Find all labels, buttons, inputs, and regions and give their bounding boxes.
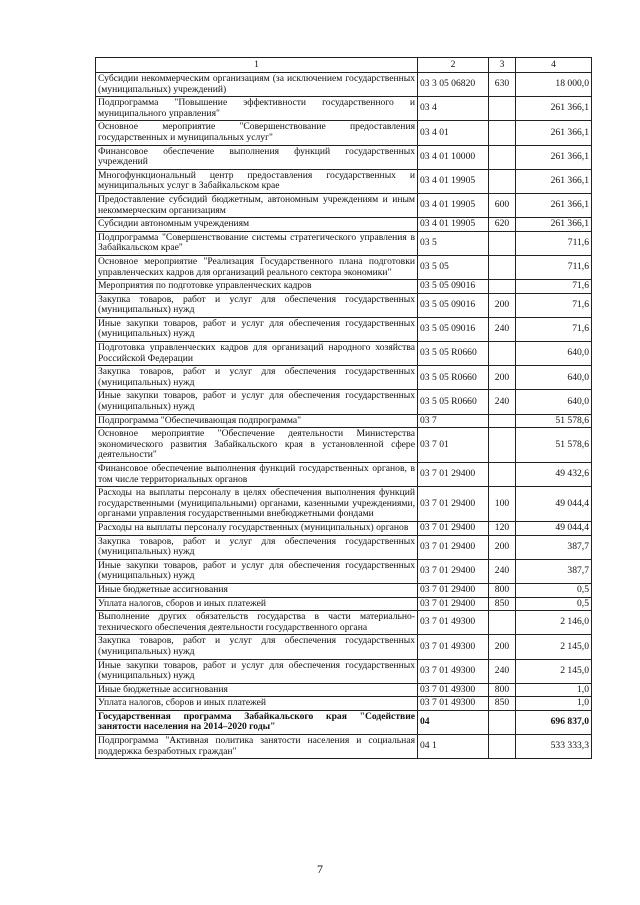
row-code: 03 7 01 29400 [418, 583, 489, 597]
table-row [96, 710, 592, 734]
row-name: Закупка товаров, работ и услуг для обеспечения государственных (муниципальных) нужд [96, 635, 418, 659]
row-expense-kind [489, 255, 516, 279]
row-code: 03 7 01 29400 [418, 487, 489, 522]
row-code: 03 7 01 49300 [418, 697, 489, 711]
row-expense-kind: 850 [489, 597, 516, 611]
row-sum: 711,6 [516, 231, 592, 255]
row-code: 03 7 01 29400 [418, 521, 489, 535]
row-expense-kind [489, 97, 516, 121]
row-code: 03 7 01 49300 [418, 659, 489, 683]
row-expense-kind: 600 [489, 193, 516, 217]
table-row [96, 735, 592, 759]
row-code: 03 5 05 R0660 [418, 342, 489, 366]
row-name: Подпрограмма "Обеспечивающая подпрограмма" [96, 414, 418, 428]
row-sum: 640,0 [516, 366, 592, 390]
row-name: Выполнение других обязательств государства в части материально-технического обеспечения деятельности государственного органа [96, 611, 418, 635]
row-expense-kind: 800 [489, 583, 516, 597]
row-code: 03 5 05 R0660 [418, 390, 489, 414]
row-name: Мероприятия по подготовке управленческих кадров [96, 280, 418, 294]
row-expense-kind [489, 280, 516, 294]
row-name: Основное мероприятие "Реализация Государственного плана подготовки управленческих кадров для организаций реального сектора экономики" [96, 255, 418, 279]
row-name: Уплата налогов, сборов и иных платежей [96, 597, 418, 611]
row-expense-kind: 200 [489, 635, 516, 659]
table-row [96, 428, 592, 463]
row-expense-kind [489, 428, 516, 463]
row-expense-kind [489, 145, 516, 169]
table-row [96, 218, 592, 232]
row-expense-kind [489, 169, 516, 193]
row-code: 03 5 [418, 231, 489, 255]
table-header [96, 58, 592, 73]
row-code: 03 7 01 29400 [418, 597, 489, 611]
row-expense-kind [489, 611, 516, 635]
row-name: Подготовка управленческих кадров для организаций народного хозяйства Российской Федерации [96, 342, 418, 366]
table-row [96, 583, 592, 597]
row-code: 04 1 [418, 735, 489, 759]
row-sum: 261 366,1 [516, 193, 592, 217]
table-row [96, 463, 592, 487]
row-code: 03 7 01 49300 [418, 683, 489, 697]
row-expense-kind: 630 [489, 73, 516, 97]
row-code: 03 4 01 19905 [418, 193, 489, 217]
row-name: Закупка товаров, работ и услуг для обеспечения государственных (муниципальных) нужд [96, 293, 418, 317]
row-sum: 49 044,4 [516, 521, 592, 535]
row-sum: 261 366,1 [516, 97, 592, 121]
row-sum: 71,6 [516, 280, 592, 294]
row-sum: 18 000,0 [516, 73, 592, 97]
row-name: Субсидии автономным учреждениям [96, 218, 418, 232]
row-sum: 696 837,0 [516, 710, 592, 734]
table-row [96, 121, 592, 145]
row-sum: 261 366,1 [516, 218, 592, 232]
row-code: 03 7 01 29400 [418, 559, 489, 583]
row-name: Подпрограмма "Повышение эффективности государственного и муниципального управления" [96, 97, 418, 121]
row-code: 03 4 01 19905 [418, 218, 489, 232]
table-row [96, 366, 592, 390]
row-expense-kind: 200 [489, 293, 516, 317]
table-row [96, 611, 592, 635]
table-row [96, 535, 592, 559]
row-name: Подпрограмма "Активная политика занятости населения и социальная поддержка безработных граждан" [96, 735, 418, 759]
row-sum: 640,0 [516, 390, 592, 414]
table-row [96, 280, 592, 294]
row-code: 03 4 01 [418, 121, 489, 145]
row-sum: 2 145,0 [516, 635, 592, 659]
row-name: Предоставление субсидий бюджетным, автономным учреждениям и иным некоммерческим организациям [96, 193, 418, 217]
row-expense-kind: 800 [489, 683, 516, 697]
row-name: Иные бюджетные ассигнования [96, 683, 418, 697]
row-sum: 640,0 [516, 342, 592, 366]
table-row [96, 683, 592, 697]
row-name: Подпрограмма "Совершенствование системы стратегического управления в Забайкальском крае" [96, 231, 418, 255]
row-expense-kind: 200 [489, 366, 516, 390]
row-name: Закупка товаров, работ и услуг для обеспечения государственных (муниципальных) нужд [96, 366, 418, 390]
page-number: 7 [317, 862, 323, 876]
row-sum: 51 578,6 [516, 428, 592, 463]
header-col-2: 2 [418, 58, 489, 73]
row-code: 03 3 05 06820 [418, 73, 489, 97]
row-expense-kind: 240 [489, 317, 516, 341]
row-code: 03 4 01 19905 [418, 169, 489, 193]
row-sum: 0,5 [516, 583, 592, 597]
table-row [96, 635, 592, 659]
row-sum: 71,6 [516, 317, 592, 341]
row-name: Финансовое обеспечение выполнения функций государственных органов, в том числе территориальных органов [96, 463, 418, 487]
table-body [96, 73, 592, 759]
row-sum: 49 432,6 [516, 463, 592, 487]
row-name: Субсидии некоммерческим организациям (за исключением государственных (муниципальных) учреждений) [96, 73, 418, 97]
table-row [96, 255, 592, 279]
row-code: 03 5 05 R0660 [418, 366, 489, 390]
row-code: 03 5 05 [418, 255, 489, 279]
table-row [96, 597, 592, 611]
header-col-3: 3 [489, 58, 516, 73]
table-row [96, 487, 592, 522]
row-expense-kind: 200 [489, 535, 516, 559]
table-row [96, 521, 592, 535]
row-sum: 1,0 [516, 683, 592, 697]
row-expense-kind [489, 121, 516, 145]
table-row [96, 697, 592, 711]
row-code: 03 7 01 49300 [418, 611, 489, 635]
row-sum: 261 366,1 [516, 121, 592, 145]
row-code: 04 [418, 710, 489, 734]
row-name: Государственная программа Забайкальского края "Содействие занятости населения на 2014–2020 годы" [96, 710, 418, 734]
row-code: 03 7 01 29400 [418, 463, 489, 487]
row-name: Расходы на выплаты персоналу в целях обеспечения выполнения функций государственными (муниципальными) органами, казенными учреждениями, органами управления государственными внебюджетными фондами [96, 487, 418, 522]
table-row [96, 97, 592, 121]
row-expense-kind: 850 [489, 697, 516, 711]
row-sum: 2 146,0 [516, 611, 592, 635]
table-row [96, 390, 592, 414]
row-name: Закупка товаров, работ и услуг для обеспечения государственных (муниципальных) нужд [96, 535, 418, 559]
header-col-4: 4 [516, 58, 592, 73]
table-row [96, 169, 592, 193]
row-expense-kind: 120 [489, 521, 516, 535]
table-row [96, 145, 592, 169]
row-expense-kind [489, 710, 516, 734]
row-expense-kind: 240 [489, 390, 516, 414]
row-name: Расходы на выплаты персоналу государственных (муниципальных) органов [96, 521, 418, 535]
row-expense-kind: 240 [489, 659, 516, 683]
row-name: Уплата налогов, сборов и иных платежей [96, 697, 418, 711]
row-sum: 261 366,1 [516, 169, 592, 193]
header-col-1: 1 [96, 58, 418, 73]
table-row [96, 659, 592, 683]
row-name: Финансовое обеспечение выполнения функций государственных учреждений [96, 145, 418, 169]
row-expense-kind [489, 414, 516, 428]
row-name: Основное мероприятие "Совершенствование предоставления государственных и муниципальных услуг" [96, 121, 418, 145]
table-row [96, 73, 592, 97]
row-code: 03 7 01 49300 [418, 635, 489, 659]
row-expense-kind: 620 [489, 218, 516, 232]
row-code: 03 4 01 10000 [418, 145, 489, 169]
row-name: Основное мероприятие "Обеспечение деятельности Министерства экономического развития Забайкальского края в установленной сфере деятельности" [96, 428, 418, 463]
header-row [96, 58, 592, 73]
row-expense-kind: 100 [489, 487, 516, 522]
row-name: Иные закупки товаров, работ и услуг для обеспечения государственных (муниципальных) нужд [96, 559, 418, 583]
table-row [96, 317, 592, 341]
row-name: Иные бюджетные ассигнования [96, 583, 418, 597]
row-sum: 2 145,0 [516, 659, 592, 683]
table-row [96, 231, 592, 255]
row-name: Иные закупки товаров, работ и услуг для обеспечения государственных (муниципальных) нужд [96, 390, 418, 414]
row-expense-kind [489, 342, 516, 366]
row-sum: 71,6 [516, 293, 592, 317]
row-sum: 387,7 [516, 559, 592, 583]
budget-table [95, 57, 592, 759]
row-expense-kind: 240 [489, 559, 516, 583]
row-sum: 387,7 [516, 535, 592, 559]
row-code: 03 4 [418, 97, 489, 121]
row-expense-kind [489, 463, 516, 487]
table-row [96, 414, 592, 428]
row-expense-kind [489, 735, 516, 759]
row-name: Иные закупки товаров, работ и услуг для обеспечения государственных (муниципальных) нужд [96, 659, 418, 683]
row-code: 03 5 05 09016 [418, 293, 489, 317]
row-code: 03 7 01 29400 [418, 535, 489, 559]
table-row [96, 559, 592, 583]
row-sum: 533 333,3 [516, 735, 592, 759]
row-name: Иные закупки товаров, работ и услуг для обеспечения государственных (муниципальных) нужд [96, 317, 418, 341]
row-sum: 261 366,1 [516, 145, 592, 169]
row-sum: 1,0 [516, 697, 592, 711]
row-expense-kind [489, 231, 516, 255]
table-row [96, 342, 592, 366]
table-row [96, 193, 592, 217]
row-code: 03 7 [418, 414, 489, 428]
row-name: Многофункциональный центр предоставления государственных и муниципальных услуг в Забайкальском крае [96, 169, 418, 193]
table-row [96, 293, 592, 317]
row-code: 03 5 05 09016 [418, 317, 489, 341]
row-sum: 0,5 [516, 597, 592, 611]
row-sum: 711,6 [516, 255, 592, 279]
row-code: 03 5 05 09016 [418, 280, 489, 294]
row-code: 03 7 01 [418, 428, 489, 463]
row-sum: 49 044,4 [516, 487, 592, 522]
row-sum: 51 578,6 [516, 414, 592, 428]
